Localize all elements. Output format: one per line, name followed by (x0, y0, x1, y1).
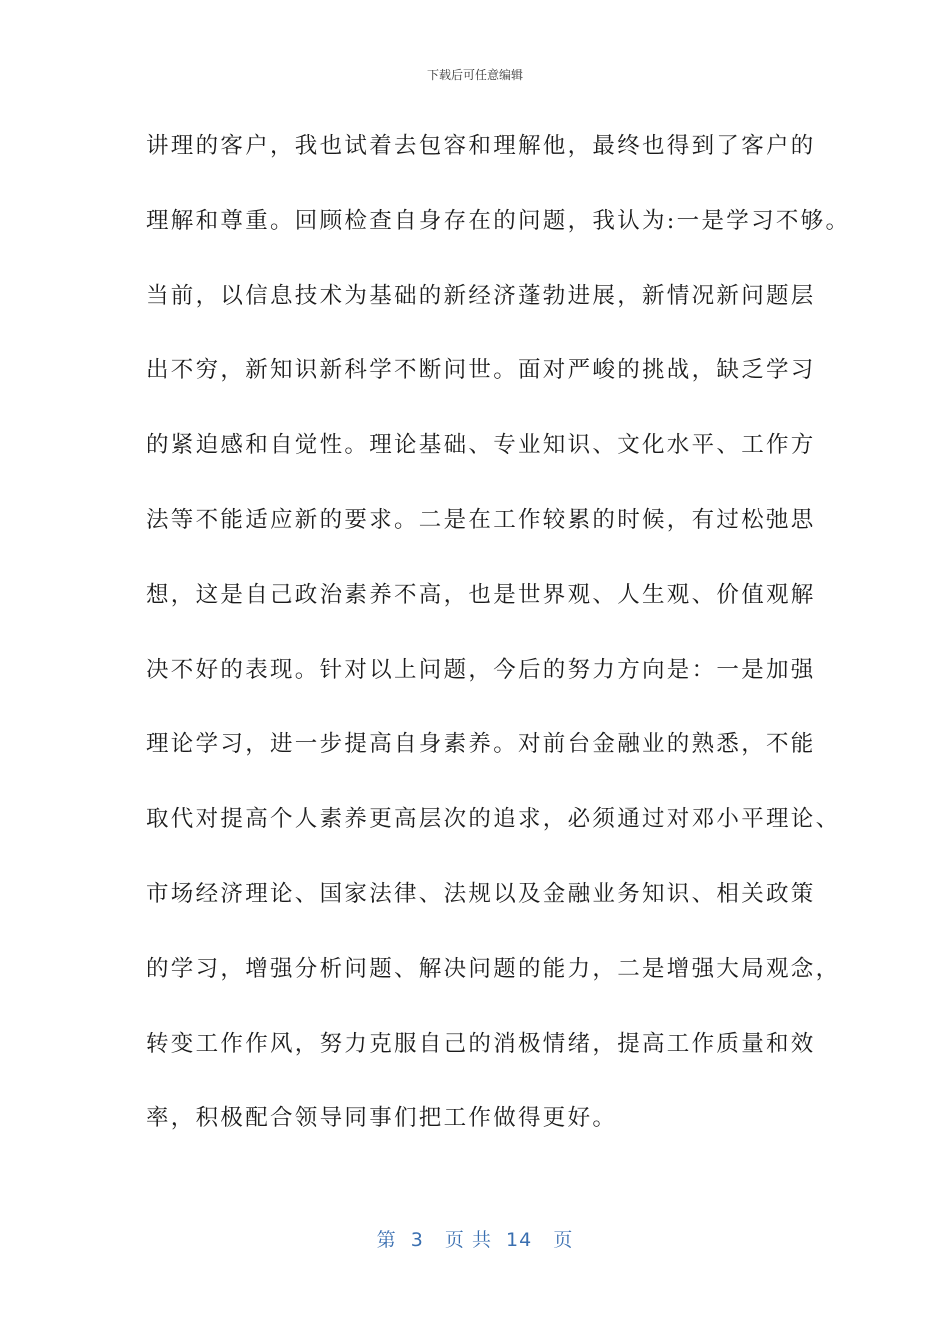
page-number: 第 3 页 共 14 页 (376, 1229, 574, 1251)
text-line: 转变工作作风，努力克服自己的消极情绪，提高工作质量和效 (146, 1030, 816, 1057)
body-text (146, 127, 851, 1174)
text-line: 出不穷，新知识新科学不断问世。面对严峻的挑战，缺乏学习 (146, 357, 816, 384)
text-line: 想，这是自己政治素养不高，也是世界观、人生观、价值观解 (146, 581, 816, 608)
text-line: 法等不能适应新的要求。二是在工作较累的时候，有过松弛思 (146, 506, 816, 533)
header-note: 下载后可任意编辑 (426, 68, 523, 82)
text-line: 市场经济理论、国家法律、法规以及金融业务知识、相关政策 (146, 880, 816, 907)
text-line: 率，积极配合领导同事们把工作做得更好。 (146, 1105, 618, 1132)
text-line: 决不好的表现。针对以上问题，今后的努力方向是：一是加强 (146, 656, 816, 683)
text-line: 讲理的客户，我也试着去包容和理解他，最终也得到了客户的 (146, 133, 816, 159)
text-line: 的学习，增强分析问题、解决问题的能力，二是增强大局观念， (146, 955, 841, 982)
text-line: 的紧迫感和自觉性。理论基础、专业知识、文化水平、工作方 (146, 432, 816, 459)
text-line: 取代对提高个人素养更高层次的追求，必须通过对邓小平理论、 (146, 806, 841, 833)
text-line: 理论学习，进一步提高自身素养。对前台金融业的熟悉，不能 (146, 731, 816, 758)
text-line: 当前，以信息技术为基础的新经济蓬勃进展，新情况新问题层 (146, 282, 816, 309)
text-line: 理解和尊重。回顾检查自身存在的问题，我认为:一是学习不够。 (146, 207, 851, 234)
